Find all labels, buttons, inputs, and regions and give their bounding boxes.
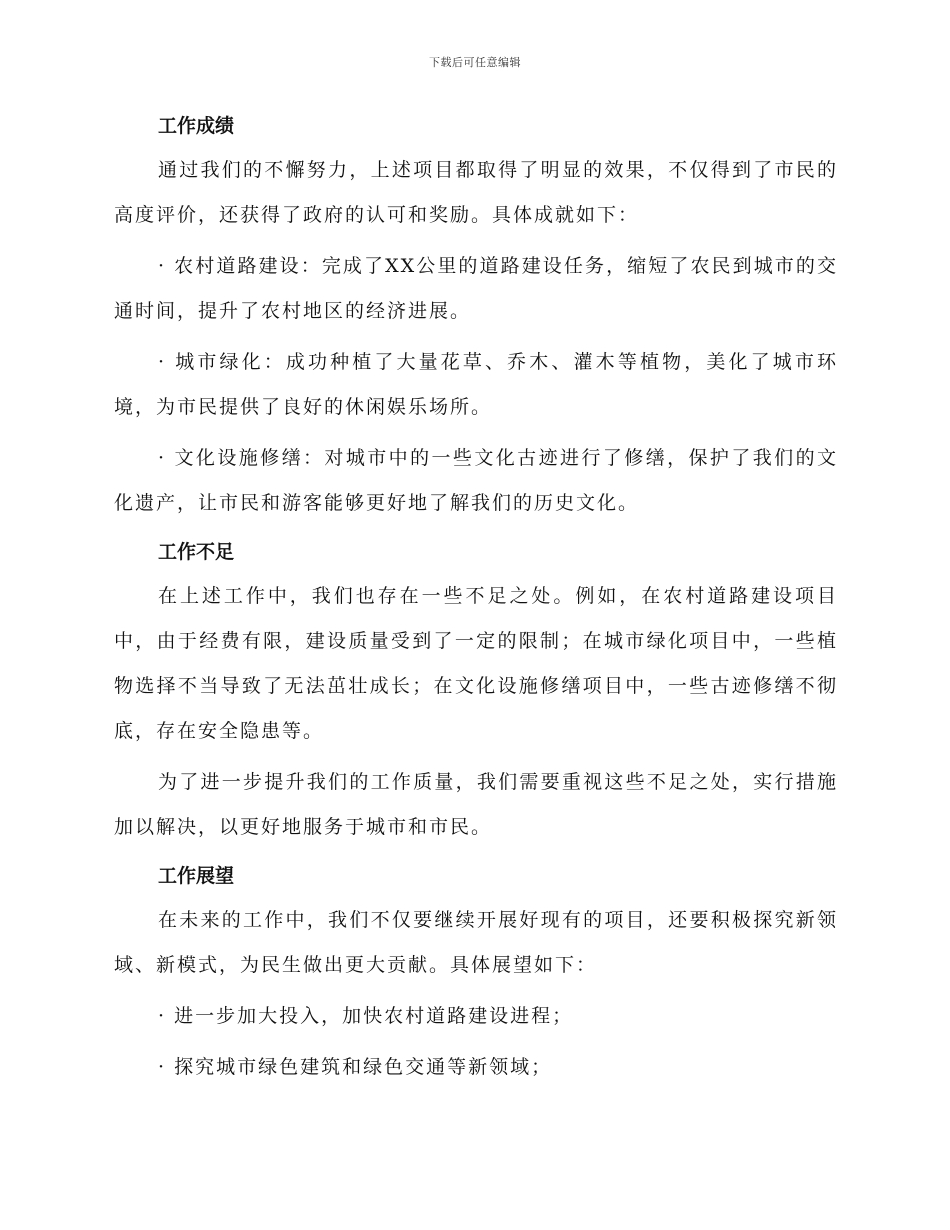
achievement-bullet-culture: · 文化设施修缮：对城市中的一些文化古迹进行了修缮，保护了我们的文化遗产，让市民和游客能够更好地了解我们的历史文化。	[114, 447, 838, 514]
achievement-bullet-roads: · 农村道路建设：完成了XX公里的道路建设任务，缩短了农民到城市的交通时间，提升了农村地区的经济进展。	[114, 255, 838, 322]
heading-outlook: 工作展望	[158, 865, 235, 887]
achievement-bullet-greening: · 城市绿化：成功种植了大量花草、乔木、灌木等植物，美化了城市环境，为市民提供了良好的休闲娱乐场所。	[114, 351, 838, 418]
outlook-intro: 在未来的工作中，我们不仅要继续开展好现有的项目，还要积极探究新领域、新模式，为民生做出更大贡献。具体展望如下：	[114, 909, 838, 976]
outlook-bullet-investment: · 进一步加大投入，加快农村道路建设进程；	[158, 1005, 574, 1027]
shortcomings-para-2: 为了进一步提升我们的工作质量，我们需要重视这些不足之处，实行措施加以解决，以更好地服务于城市和市民。	[114, 771, 838, 838]
achievements-intro: 通过我们的不懈努力，上述项目都取得了明显的效果，不仅得到了市民的高度评价，还获得了政府的认可和奖励。具体成就如下：	[114, 159, 838, 226]
page-header: 下载后可任意编辑	[429, 56, 521, 69]
shortcomings-para-1: 在上述工作中，我们也存在一些不足之处。例如，在农村道路建设项目中，由于经费有限，建设质量受到了一定的限制；在城市绿化项目中，一些植物选择不当导致了无法茁壮成长；在文化设施修缮项目中，一些古迹修缮不彻底，存在安全隐患等。	[114, 585, 838, 742]
heading-shortcomings: 工作不足	[158, 541, 235, 563]
document-body	[114, 110, 838, 1090]
outlook-bullet-green-fields: · 探究城市绿色建筑和绿色交通等新领域；	[158, 1056, 553, 1078]
heading-achievements: 工作成绩	[158, 115, 235, 137]
